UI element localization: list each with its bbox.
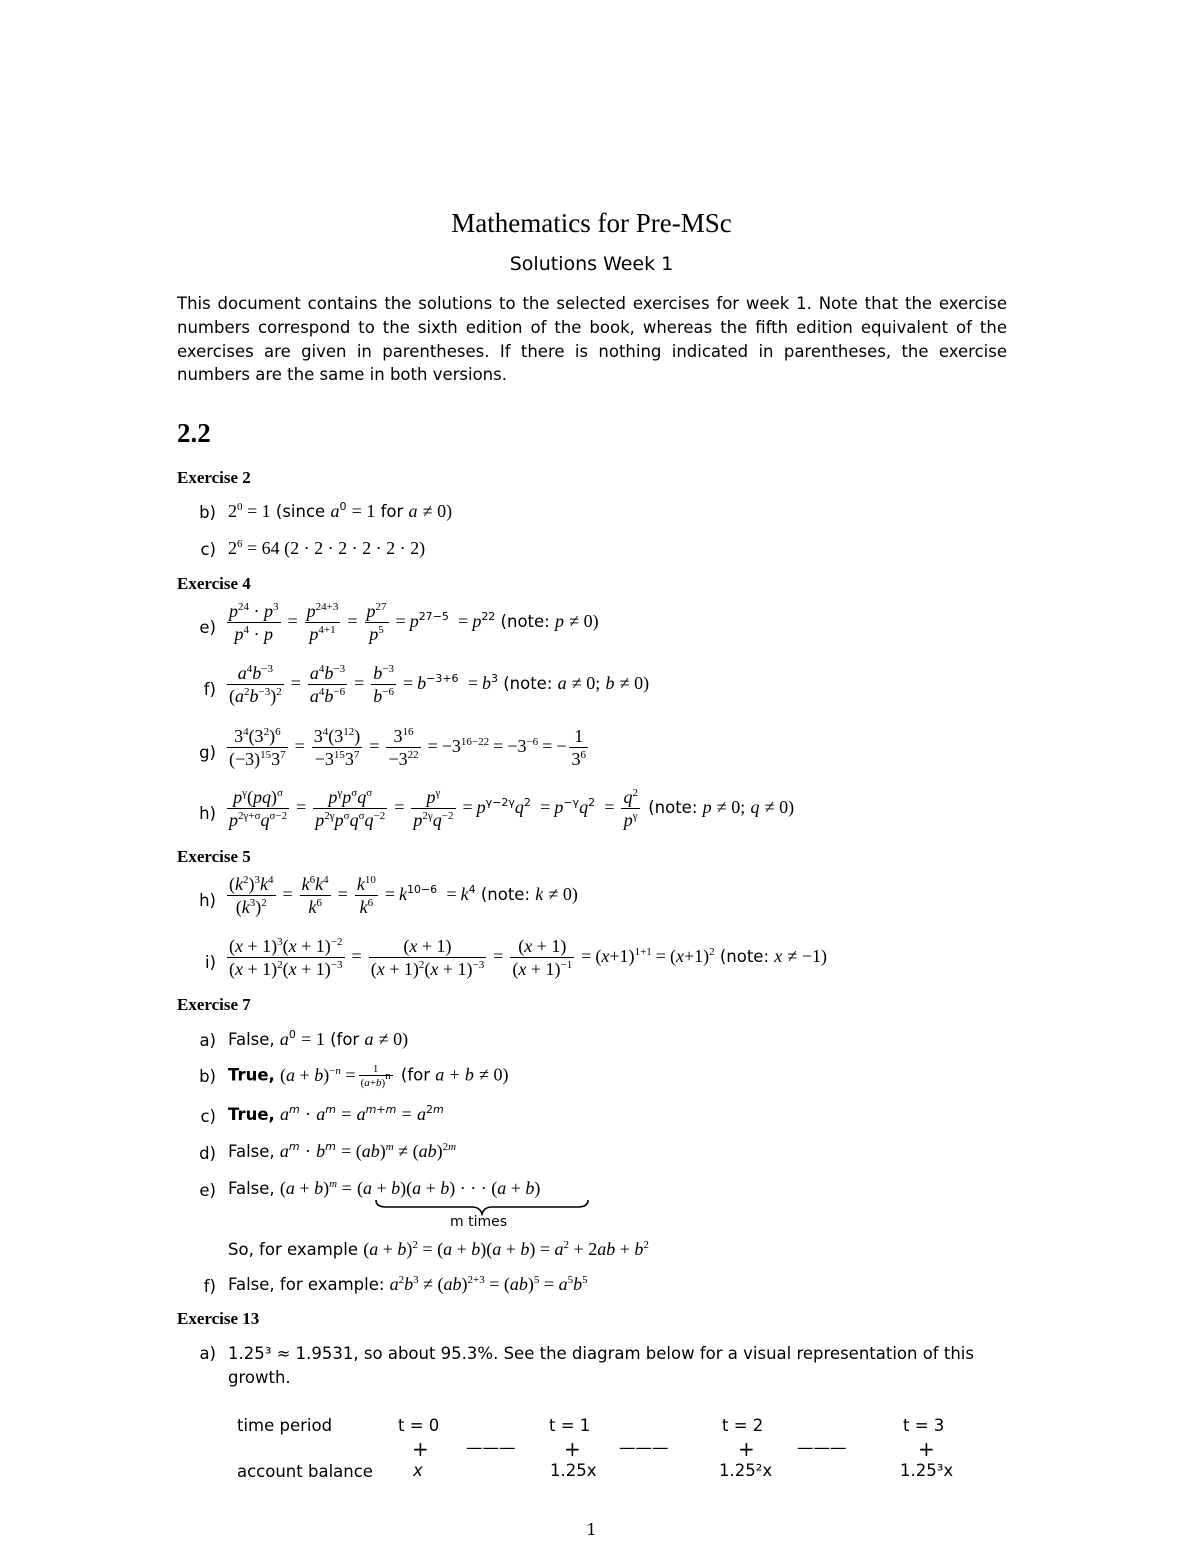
balance-t1: 1.25x xyxy=(550,1461,597,1480)
balance-t3: 1.25³x xyxy=(900,1461,954,1480)
ex7-e-verdict: False, xyxy=(228,1179,275,1198)
ex7-e-example: So, for example $(a + b)^2 = (a + b)(a + b) = a^2 + 2ab + b^2$ xyxy=(228,1239,649,1259)
time-t3: t = 3 xyxy=(903,1416,945,1435)
dash-0-1: ——— xyxy=(466,1438,516,1457)
ex4-h-label: h) xyxy=(199,804,216,823)
exercise-4-heading: Exercise 4 xyxy=(177,574,251,593)
ex5-i-solution: $\frac{(x + 1)^3(x + 1)^{-2}}{(x + 1)^2(x + 1)^{-3}}$ = $\frac{(x + 1)}{(x + 1)^2(x + 1)^{-3}}$ = $\frac{(x + 1)}{(x + 1)^{-1}}$ = $(x+1)^{1+1} = (x+1)^2$ (note: x ≠ −1) xyxy=(229,936,828,979)
document-subtitle: Solutions Week 1 xyxy=(509,253,674,275)
exercise-13-heading: Exercise 13 xyxy=(177,1309,260,1328)
ex4-f-solution: $\frac{a^4b^{-3}}{(a^2b^{-3})^2}$ = $\frac{a^4b^{-3}}{a^4b^{-6}}$ = $\frac{b^{-3}}{b^{-6}}$ = $b^{-3+6} = b^3$ (note: a ≠ 0; b ≠ 0) xyxy=(229,663,650,706)
balance-t2: 1.25²x xyxy=(719,1461,773,1480)
ex2-c-solution: $2^6 = 64$ (2 · 2 · 2 · 2 · 2 · 2) xyxy=(228,538,426,558)
ex4-e-solution: $\frac{p^{24} \cdot p^3}{p^4 \cdot p}$ = $\frac{p^{24+3}}{p^{4+1}}$ = $\frac{p^{27}}{p^5}$ = $p^{27-5} = p^{22}$ (note: p ≠ 0) xyxy=(229,601,599,644)
ex2-c-label: c) xyxy=(200,540,216,559)
row-label-time: time period xyxy=(237,1416,333,1435)
time-t0: t = 0 xyxy=(398,1416,440,1435)
ex7-f-label: f) xyxy=(203,1277,216,1296)
ex7-d-solution: False, $a^m \cdot b^m = (ab)^m \ne (ab)^{2m}$ xyxy=(228,1140,457,1161)
exercise-7-heading: Exercise 7 xyxy=(177,995,251,1014)
ex5-i-label: i) xyxy=(204,953,216,972)
tick-1: + xyxy=(564,1437,581,1461)
balance-t0: x xyxy=(413,1461,423,1480)
row-label-balance: account balance xyxy=(237,1462,373,1481)
ex5-h-solution: $\frac{(k^2)^3k^4}{(k^3)^2}$ = $\frac{k^6k^4}{k^6}$ = $\frac{k^{10}}{k^6}$ = $k^{10-6} = k^4$ (note: k ≠ 0) xyxy=(229,874,578,917)
m-times-label: m times xyxy=(450,1214,508,1230)
ex7-f-solution: False, for example: $a^2b^3 \ne (ab)^{2+3} = (ab)^5 = a^5b^5$ xyxy=(228,1274,588,1294)
ex7-a-solution: False, $a^0 = 1$ (for a ≠ 0) xyxy=(228,1028,409,1049)
ex7-d-verdict: False, xyxy=(228,1142,275,1161)
ex2-b-solution: $2^0 = 1$ (since $a^0 = 1$ for a ≠ 0) xyxy=(228,500,453,521)
exercise-5-heading: Exercise 5 xyxy=(177,847,251,866)
ex7-d-label: d) xyxy=(199,1144,216,1163)
ex7-b-label: b) xyxy=(199,1067,216,1086)
ex7-e-solution: False, $(a + b)^m = (a + b)(a + b)$ · · · (a + b) xyxy=(228,1178,541,1198)
ex7-f-verdict: False, for example: xyxy=(228,1275,385,1294)
exercise-2-heading: Exercise 2 xyxy=(177,468,251,487)
page-number: 1 xyxy=(586,1520,597,1539)
ex4-g-label: g) xyxy=(199,743,216,762)
ex7-a-label: a) xyxy=(199,1031,216,1050)
section-heading: 2.2 xyxy=(177,418,211,448)
ex7-e-label: e) xyxy=(199,1181,216,1200)
tick-2: + xyxy=(738,1437,755,1461)
ex7-b-solution: True, $(a + b)^{-n}$ = $\frac{1}{(a+b)^n}$ (for a + b ≠ 0) xyxy=(228,1063,509,1089)
document-title: Mathematics for Pre-MSc xyxy=(451,208,732,238)
dash-1-2: ——— xyxy=(619,1438,669,1457)
ex7-c-solution: True, $a^m \cdot a^m = a^{m+m} = a^{2m}$ xyxy=(228,1103,444,1124)
intro-paragraph: This document contains the solutions to the selected exercises for week 1. Note that the exercise numbers correspond to the sixth edition of the book, whereas the fifth edition equivalent of the exercises are given in parentheses. If there is nothing indicated in parentheses, the exercise numbers are the same in both versions. xyxy=(177,294,1007,385)
time-t2: t = 2 xyxy=(722,1416,764,1435)
ex13-a-text: 1.25³ ≈ 1.9531, so about 95.3%. See the diagram below for a visual representation of this growth. xyxy=(228,1344,974,1387)
ex7-c-label: c) xyxy=(200,1107,216,1126)
tick-0: + xyxy=(412,1437,429,1461)
ex13-a-label: a) xyxy=(199,1344,216,1363)
ex7-c-verdict: True, xyxy=(228,1105,275,1124)
ex4-g-solution: $\frac{3^4(3^2)^6}{(-3)^{15}3^7}$ = $\frac{3^4(3^{12})}{-3^{15}3^7}$ = $\frac{3^{16}}{-3^{22}}$ = $-3^{16-22} = -3^{-6}$ = − $\frac{1}{3^6}$ xyxy=(229,726,586,769)
ex5-h-label: h) xyxy=(199,891,216,910)
ex4-f-label: f) xyxy=(203,680,216,699)
ex4-h-solution: $\frac{p^\gamma(pq)^\sigma}{p^{2\gamma+\sigma}q^{\sigma-2}}$ = $\frac{p^\gamma p^\sigma q^\sigma}{p^{2\gamma}p^\sigma q^\sigma q^{-2}}$ = $\frac{p^\gamma}{p^{2\gamma}q^{-2}}$ = $p^{\gamma-2\gamma}q^2 = p^{-\gamma}q^2$ = $\frac{q^2}{p^\gamma}$ (note: p ≠ 0; q ≠ 0) xyxy=(229,787,795,830)
dash-2-3: ——— xyxy=(797,1438,847,1457)
ex7-a-verdict: False, xyxy=(228,1030,275,1049)
tick-3: + xyxy=(918,1437,935,1461)
ex7-b-verdict: True, xyxy=(228,1065,275,1085)
ex7-e-example-text: So, for example xyxy=(228,1240,359,1259)
ex4-e-label: e) xyxy=(199,618,216,637)
time-t1: t = 1 xyxy=(549,1416,591,1435)
ex2-b-label: b) xyxy=(199,503,216,522)
